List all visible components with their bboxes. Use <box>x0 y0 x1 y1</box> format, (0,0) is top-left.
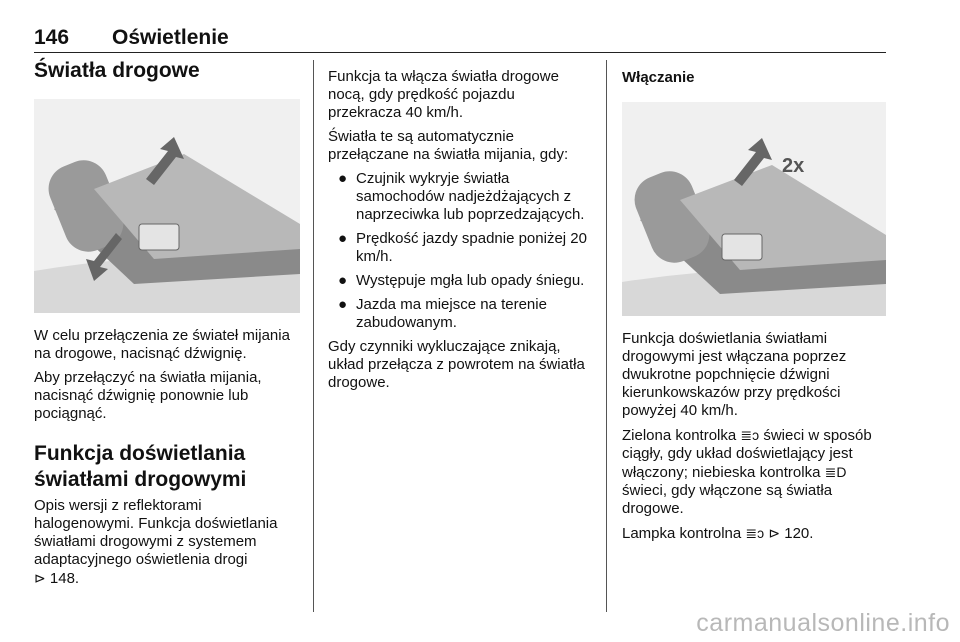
column-3 <box>622 58 886 543</box>
auto-high-beam-icon: ≣ↄ <box>740 427 760 443</box>
page-ref-120[interactable]: 120. <box>784 525 814 542</box>
paragraph-function: Funkcja ta włącza światła drogowe nocą, gdy prędkość pojazdu przekracza 40 km/h. <box>328 68 559 121</box>
watermark: carmanualsonline.info <box>696 609 950 637</box>
list-item: ● Prędkość jazdy spadnie poniżej 20 km/h. <box>338 230 587 265</box>
column-divider-1 <box>313 60 314 612</box>
paragraph-activation: Funkcja doświetlania światłami drogowymi jest włączana poprzez dwukrotne popchnięcie dźwigni kierunkowskazów przy prędkości powyżej 40 km/h. <box>622 330 847 419</box>
page-ref-arrow-icon: ⊳ <box>34 570 46 586</box>
column-1 <box>34 58 300 588</box>
paragraph-halogen-text: Opis wersji z reflektorami halogenowymi. Funkcja doświetlania światłami drogowymi z systemem adaptacyjnego oświetlenia drogi <box>34 497 278 568</box>
heading-high-beam-assist: Funkcja doświetlania światłami drogowymi <box>34 442 247 491</box>
conditions-list <box>328 170 590 332</box>
list-item: ● Występuje mgła lub opady śniegu. <box>338 272 585 289</box>
high-beam-icon: ≣D <box>824 464 847 480</box>
paragraph-restore: Gdy czynniki wykluczające znikają, układ przełącza z powrotem na światła drogowe. <box>328 338 585 391</box>
heading-high-beam: Światła drogowe <box>34 59 200 82</box>
paragraph-switch-on: W celu przełączenia ze świateł mijania na drogowe, nacisnąć dźwignię. <box>34 327 290 362</box>
page-header <box>34 22 886 53</box>
list-item: ● Jazda ma miejsce na terenie zabudowanym. <box>338 296 547 331</box>
paragraph-indicator-ref: Lampka kontrolna ≣ↄ ⊳ 120. <box>622 525 814 542</box>
section-title: Oświetlenie <box>112 26 229 49</box>
lever-illustration-1 <box>34 99 300 313</box>
paragraph-auto-switch: Światła te są automatycznie przełączane na światła mijania, gdy: <box>328 128 569 163</box>
paragraph-switch-off: Aby przełączyć na światła mijania, nacisnąć dźwignię ponownie lub pociągnąć. <box>34 369 262 422</box>
figure-lever-double-push <box>622 102 886 316</box>
column-2 <box>328 58 590 392</box>
page-number: 146 <box>34 26 70 49</box>
figure-label-2x: 2x <box>782 155 805 177</box>
auto-high-beam-icon: ≣ↄ <box>745 525 765 541</box>
figure-lever-push-pull <box>34 99 300 313</box>
page-ref-arrow-icon: ⊳ <box>768 525 781 541</box>
column-divider-2 <box>606 60 607 612</box>
page-ref-148[interactable]: 148. <box>49 570 80 587</box>
lever-illustration-2 <box>622 102 886 316</box>
list-item: ● Czujnik wykryje światła samochodów nadjeżdżających z naprzeciwka lub poprzedzających. <box>338 170 585 223</box>
paragraph-indicators: Zielona kontrolka ≣ↄ świeci w sposób ciągły, gdy układ doświetlający jest włączony; niebieska kontrolka ≣D świeci, gdy włączone są światła drogowe. <box>622 427 872 517</box>
paragraph-halogen <box>34 497 300 588</box>
heading-activation: Włączanie <box>622 69 695 86</box>
